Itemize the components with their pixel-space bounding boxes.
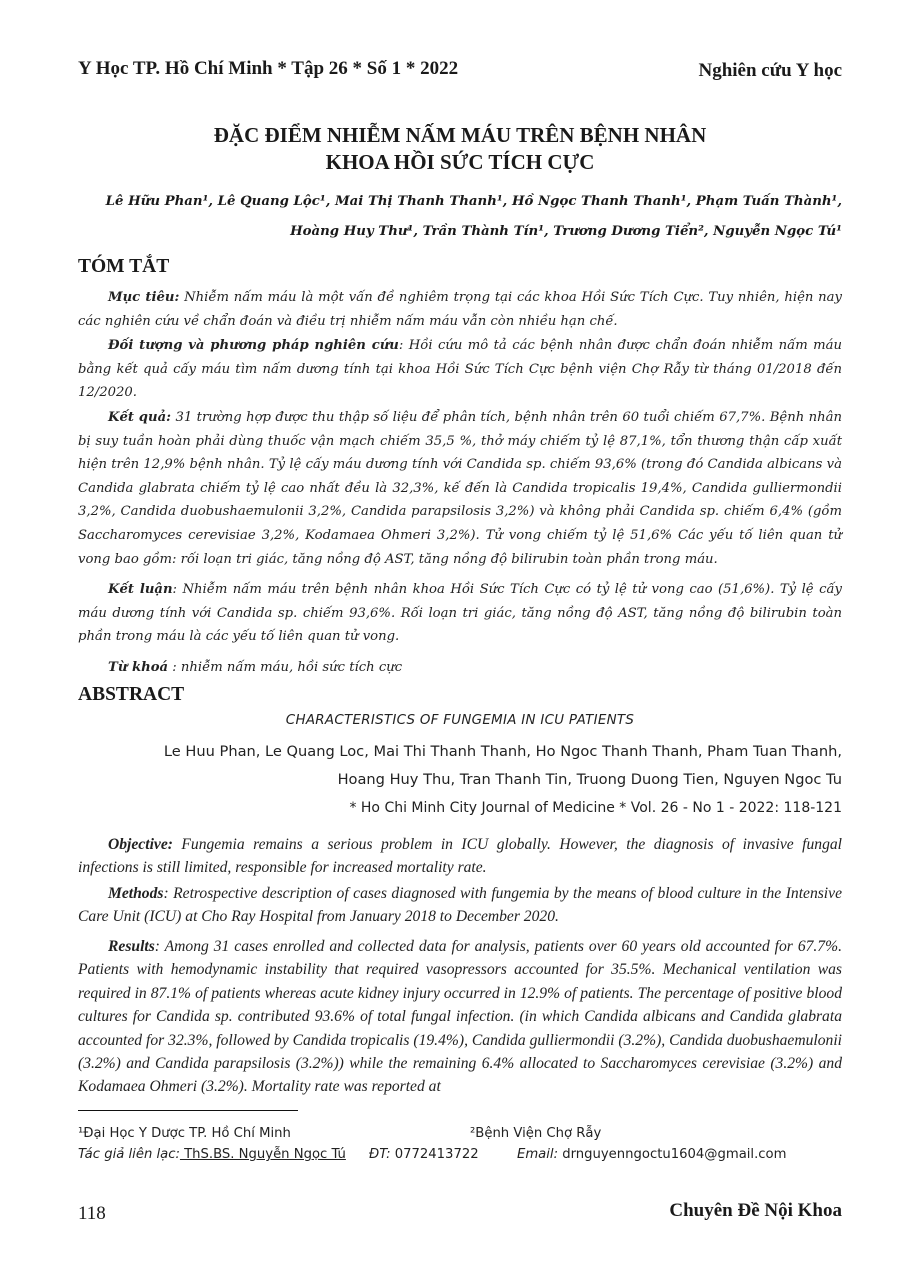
summary-objective	[78, 286, 842, 333]
phone-value: 0772413722	[390, 1147, 479, 1162]
issue-title: Chuyên Đề Nội Khoa	[669, 1200, 842, 1221]
summary-methods-text: : Hồi cứu mô tả các bệnh nhân được chẩn đoán nhiễm nấm máu bằng kết quả cấy máu tìm nấm dương tính tại khoa Hồi Sức Tích Cực bệnh viện Chợ Rẫy từ tháng 01/2018 đến 12/2020.	[78, 338, 842, 401]
authors-en-line-1: Le Huu Phan, Le Quang Loc, Mai Thi Thanh Thanh, Ho Ngoc Thanh Thanh, Pham Tuan Thanh,	[163, 743, 842, 760]
abstract-methods-label: Methods	[108, 885, 164, 902]
journal-citation: * Ho Chi Minh City Journal of Medicine * Vol. 26 - No 1 - 2022: 118-121	[349, 800, 842, 816]
contact-name: ThS.BS. Nguyễn Ngọc Tú	[179, 1147, 346, 1162]
page-number: 118	[78, 1203, 106, 1224]
abstract-title: CHARACTERISTICS OF FUNGEMIA IN ICU PATIENTS	[285, 713, 635, 728]
summary-objective-label: Mục tiêu:	[108, 290, 180, 305]
summary-methods-label: Đối tượng và phương pháp nghiên cứu	[108, 338, 399, 353]
contact-label: Tác giả liên lạc:	[78, 1147, 180, 1162]
affiliation-2: ²Bệnh Viện Chợ Rẫy	[470, 1126, 602, 1141]
summary-results-text: 31 trường hợp được thu thập số liệu để phân tích, bệnh nhân trên 60 tuổi chiếm 67,7%. Bệnh nhân bị suy tuần hoàn phải dùng thuốc vận mạch chiếm 35,5 %, thở máy chiếm tỷ lệ 87,1%, tổn thương thận cấp xuất hiện trên 12,9% bệnh nhân. Tỷ lệ cấy máu dương tính với Candida sp. chiếm 93,6% (trong đó Candida albicans và Candida glabrata chiếm tỷ lệ cao nhất đều là 32,3%, kế đến là Candida tropicalis 19,4%, Candida gulliermondii 3,2%, Candida duobushaemulonii 3,2%, Candida parapsilosis 3,2%) và không phải Candida sp. chiếm 6,4% (gồm Saccharomyces cerevisiae 3,2%, Kodamaea Ohmeri 3,2%). Tử vong chiếm tỷ lệ 51,6% Các yếu tố liên quan tử vong bao gồm: rối loạn tri giác, tăng nồng độ AST, tăng nồng độ bilirubin toàn phần trong máu.	[78, 410, 842, 567]
journal-header: Y Học TP. Hồ Chí Minh * Tập 26 * Số 1 * 2022	[78, 58, 459, 79]
summary-keywords	[78, 656, 842, 680]
abstract-objective-label: Objective:	[108, 836, 173, 853]
phone-label: ĐT:	[369, 1147, 391, 1162]
abstract-methods-text: : Retrospective description of cases diagnosed with fungemia by the means of blood culture in the Intensive Care Unit (ICU) at Cho Ray Hospital from January 2018 to December 2020.	[78, 885, 842, 926]
summary-results-label: Kết quả:	[108, 410, 172, 425]
section-header: Nghiên cứu Y học	[698, 60, 842, 81]
summary-heading: TÓM TẮT	[78, 256, 170, 277]
authors-en-line-2: Hoang Huy Thu, Tran Thanh Tin, Truong Duong Tien, Nguyen Ngoc Tu	[337, 771, 842, 788]
summary-keywords-text: : nhiễm nấm máu, hồi sức tích cực	[168, 660, 403, 675]
summary-conclusion-label: Kết luận	[108, 582, 173, 597]
summary-conclusion	[78, 578, 842, 649]
abstract-results	[78, 935, 842, 1099]
abstract-objective	[78, 833, 842, 880]
authors-vi-line-2: Hoàng Huy Thư¹, Trần Thành Tín¹, Trương Dương Tiển², Nguyễn Ngọc Tú¹	[290, 224, 842, 239]
footnote-divider	[78, 1110, 298, 1111]
article-title-line-2: KHOA HỒI SỨC TÍCH CỰC	[325, 150, 595, 174]
corresponding-author	[78, 1147, 842, 1162]
abstract-results-label: Results	[108, 938, 155, 955]
email-label: Email:	[517, 1147, 559, 1162]
summary-methods	[78, 334, 842, 405]
affiliation-1: ¹Đại Học Y Dược TP. Hồ Chí Minh	[78, 1126, 291, 1141]
abstract-results-text: : Among 31 cases enrolled and collected data for analysis, patients over 60 years old accounted for 67.7%. Patients with hemodynamic instability that required vasopressors accounted for 35.5%. Mechanical ventilation was required in 87.1% of patients whereas acute kidney injury occurred in 12.9% of patients. The percentage of positive blood cultures for Candida sp. contributed 93.6% of total fungal infection. (in which Candida albicans and Candida glabrata accounted for 32.3%, followed by Candida tropicalis (19.4%), Candida gulliermondii (3.2%), Candida duobushaemulonii (3.2%) and Candida parapsilosis (3.2%)) while the remaining 6.4% allocated to Saccharomyces cerevisiae (3.2%) and Kodamaea Ohmeri (3.2%). Mortality rate was reported at	[78, 938, 842, 1096]
article-title-line-1: ĐẶC ĐIỂM NHIỄM NẤM MÁU TRÊN BỆNH NHÂN	[213, 123, 707, 147]
email-value[interactable]: drnguyenngoctu1604@gmail.com	[558, 1147, 787, 1162]
summary-conclusion-text: : Nhiễm nấm máu trên bệnh nhân khoa Hồi Sức Tích Cực có tỷ lệ tử vong cao (51,6%). Tỷ lệ cấy máu dương tính với Candida sp. chiếm 93,6%. Rối loạn tri giác, tăng nồng độ AST, tăng nồng độ bilirubin toàn phần trong máu là các yếu tố liên quan tử vong.	[78, 582, 842, 645]
authors-vi-line-1: Lê Hữu Phan¹, Lê Quang Lộc¹, Mai Thị Thanh Thanh¹, Hồ Ngọc Thanh Thanh¹, Phạm Tuấn Thành¹,	[105, 194, 842, 209]
abstract-methods	[78, 882, 842, 929]
summary-objective-text: Nhiễm nấm máu là một vấn đề nghiêm trọng tại các khoa Hồi Sức Tích Cực. Tuy nhiên, hiện nay các nghiên cứu về chẩn đoán và điều trị nhiễm nấm máu vẫn còn nhiều hạn chế.	[78, 290, 842, 329]
summary-keywords-label: Từ khoá	[108, 660, 169, 675]
abstract-heading: ABSTRACT	[78, 684, 185, 705]
contact-phone	[369, 1147, 479, 1162]
abstract-objective-text: Fungemia remains a serious problem in ICU globally. However, the diagnosis of invasive fungal infections is still limited, responsible for increased mortality rate.	[78, 836, 842, 877]
contact-email	[517, 1147, 786, 1162]
summary-results	[78, 406, 842, 571]
